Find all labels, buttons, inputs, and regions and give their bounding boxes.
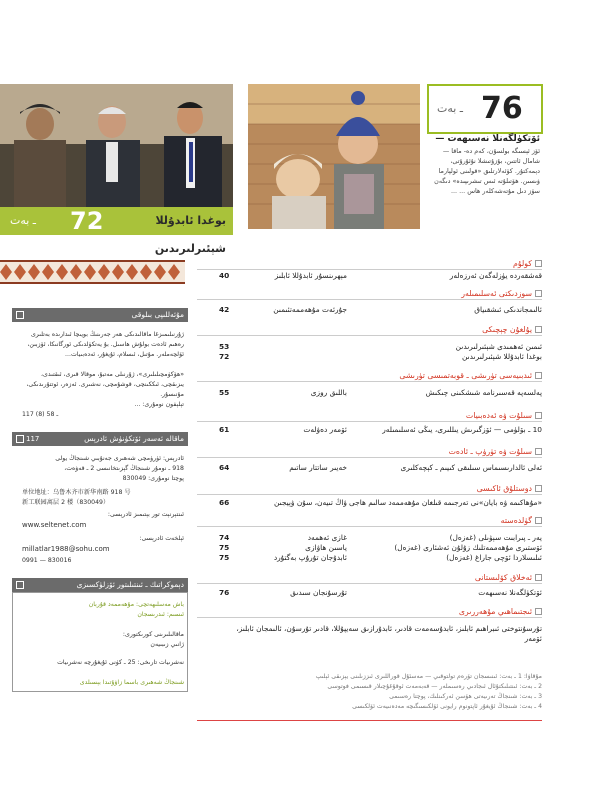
page-number: 76 — [219, 588, 230, 597]
author: باللىق روزى — [310, 388, 347, 397]
checkbox-icon — [535, 412, 542, 419]
cover-photo-children — [248, 84, 420, 229]
entry-title: ئالىمجاندىكى ئىشقىياق — [474, 305, 542, 314]
page-number: 75 — [219, 543, 230, 552]
checkbox-icon — [535, 574, 542, 581]
checkbox-icon — [535, 290, 542, 297]
staff-line-4: ژانىي زىبىيەن — [150, 641, 184, 648]
feature-excerpt: ئۆز ئېسىگە بولسۇن، كەم دە- ماقا — شامال ئاتتىن، بۇزۇتىشلا نۇئۇرۇتى، دېمەكتۇر. كۆئەلارتلىق «قولىنى ئولپارما ۋىسىن. ھۆتىلۇتە ئىس تىشرىپىدە» دىگەن سۆز دىل مۇتەشەكلەر ھاس ... ... — [434, 147, 540, 195]
bottom-rule — [197, 720, 542, 721]
entry-title: ئۆتكۈلگەنلا نەسىھەت — [478, 588, 542, 597]
website-url[interactable]: www.seltenet.com — [22, 521, 87, 529]
divider — [197, 617, 542, 618]
entry-title: پەلسەپە قەسىرنامە شىشكىنى چىكىش — [425, 388, 542, 397]
toc-section-title: دوستلۇق ئاكىسى — [197, 483, 542, 494]
email-address[interactable]: millatlar1988@sohu.com — [22, 545, 110, 553]
toc-section-title: سىلۇت ۋە ئەدەبىيات — [197, 410, 542, 421]
entry-title: قەشقەردە يۈزلەگەن ئەرزەلەر — [449, 271, 542, 280]
section-head-address — [12, 432, 188, 446]
toc-section-title: ئەخلاق كۆلىستانى — [197, 572, 542, 583]
toc-section-title: سىلۇت ۋە تۈرۈپ ـ ئادەت — [197, 446, 542, 457]
toc-entry[interactable] — [197, 271, 542, 281]
page-number: 61 — [219, 425, 230, 434]
toc-section-title: سوزدىكتى ئەسلىمىلەر — [197, 288, 542, 299]
chinese-address: 单位地址：乌鲁木齐市新华南路 918 号 — [22, 489, 131, 496]
section-head-staff — [12, 578, 188, 592]
author: خەيىر ساتتار ساتىم — [289, 463, 347, 472]
toc-entry[interactable] — [197, 305, 542, 315]
page-number: 72 — [219, 352, 230, 361]
photo-credits — [210, 672, 542, 722]
toc-entry-editors — [197, 624, 542, 643]
section-head-editors — [12, 308, 188, 322]
issue-76-box[interactable] — [427, 84, 543, 134]
table-of-contents — [197, 258, 542, 668]
toc-entry[interactable] — [197, 553, 542, 563]
checkbox-icon — [535, 326, 542, 333]
divider — [197, 583, 542, 584]
author: تۇرسۇنجان سىدىق — [290, 588, 347, 597]
toc-section-title: ئىجتىماھىي مۇھەررىرى — [197, 606, 542, 617]
entry-title: ئىمىن ئەھمىدى شېئىرلىرىدىن — [455, 342, 542, 351]
toc-entry[interactable] — [197, 425, 542, 435]
author: مېھرىنسۇر ئابدۇللا ئابلىز — [274, 271, 347, 280]
page-number-76: 76 — [481, 91, 523, 126]
divider — [197, 457, 542, 458]
section-head-label: دېموكراتىك ـ ئىنتىلىتور ئۆزلۈكسىزى — [76, 580, 184, 589]
page-number: 64 — [219, 463, 230, 472]
toc-section-title: كولۇم — [197, 258, 542, 269]
staff-line-2: ئىسىم: ئىدرىسجان — [137, 611, 184, 618]
page-number: 75 — [219, 553, 230, 562]
author: غازى ئەھمەد — [307, 533, 347, 542]
entry-title: ئەلى ئالدارىسىماس سىلىقى كىيىم ـ كېچەكلىرى — [400, 463, 542, 472]
cover-photo-three-men — [0, 84, 233, 225]
page-number: 40 — [219, 271, 230, 280]
entry-title: «مۇھاكىمە ۋە بايان»نى تەرجىمە قىلغان مۇھەممەد سالىم ھاجى — [348, 498, 542, 507]
checkbox-icon — [535, 260, 542, 267]
toc-entry[interactable] — [197, 352, 542, 362]
address-line-2: 918 ـ نومۇر شىنجاڭ گېزىتخانىسى 2 ـ قەۋەت، — [64, 465, 184, 472]
editors-text: ژۇرنىلىمىزغا ماقالىدىكى ھەر جەرىنىڭ بويىچا ئىدارىدە بەتلىرى رەھىم ئادەت بولۇش ھاسىل. بۇ يەتكۈلدىكى ئورگانىكا، ئۆزبىن، ئۆلچەملەر. مۇتىل، ئىسلام، ئۇيغۇر، ئەدەبىيات... — [27, 331, 184, 358]
entry-title: بوغدا ئابدۇللا شېئىرلىرىدىن — [462, 352, 542, 361]
entry-title: يەر ـ پىرابىت سېۋىلى (غەزەل) — [449, 533, 542, 542]
address-line-3: پوچتا نومۇرى: 830049 — [122, 475, 184, 482]
toc-section-title: يۇلغۇن چېچىكى — [197, 324, 542, 335]
divider — [197, 269, 542, 270]
page-number: 66 — [219, 498, 230, 507]
divider — [197, 381, 542, 382]
divider — [197, 494, 542, 495]
page-dash-label: ـ بەت — [10, 214, 37, 227]
left-info-column — [0, 284, 190, 714]
page-number-72: 72 — [70, 207, 104, 235]
checkbox-icon — [535, 485, 542, 492]
divider — [197, 299, 542, 300]
author: جۇرئەت مۇھەممەتئىمىن — [273, 305, 347, 314]
toc-section-title: ئىدبىيەسى تۈرىشى ـ قوبەتمىسى تۈرىشى — [197, 370, 542, 381]
staff-line-3: ماقالىلىرىنى كورىكتورى: — [122, 631, 184, 638]
toc-entry[interactable] — [197, 588, 542, 598]
staff-line-1: باش مەسلىھەتچى: مۇھەممەد قۇربان — [88, 601, 184, 608]
credit-line: مۇقاۋا: 1 ـ بەت: ئىنىسجان تۆرەم تولتوقىي — مەسئۇل قوراللىرى ئىززىلىنى يېزىقى ئېلىپ — [315, 673, 542, 680]
section-head-label: ماقالە ئەسەر ئۆتكۈنۈش ئادرېس — [84, 434, 184, 443]
toc-entry[interactable] — [197, 543, 542, 553]
phone-number-2: 0991 — 830016 — [22, 557, 72, 564]
checkbox-icon — [16, 581, 24, 589]
section-head-label: مۇئەللىپى بىلوقى — [131, 310, 184, 319]
entry-title: ئۆستىرى مۇھەممەتلىك زۇلۇن ئەشئارى (غەزەل) — [394, 543, 542, 552]
page-number: 53 — [219, 342, 230, 351]
divider — [197, 526, 542, 527]
credit-line: 4 ـ بەت: شىنجاڭ ئۇيغۇر ئاپتونوم رايونى ئۆلكىسىگىچە مەدەنىيەت ئۆلكىسى — [352, 703, 542, 710]
entry-title: ئىلىسلاردا ئۆچى جاراغ (غەزەل) — [446, 553, 542, 562]
toc-entry[interactable] — [197, 533, 542, 543]
checkbox-icon — [535, 608, 542, 615]
page-number: 74 — [219, 533, 230, 542]
author: ياسىن ھاۋازى — [305, 543, 347, 552]
toc-entry[interactable] — [197, 498, 542, 508]
entry-title: 10 ـ بۆلۈمى — ئۆزگىرىش يىللىرى، يىڭى ئەسلىمىلەر — [382, 425, 542, 434]
divider — [197, 335, 542, 336]
author: ۋاڭ تىيەن، سۇن ۋېيجىن — [274, 498, 347, 507]
editors-text-2: «ھۆكۈمچىلىلىرى»، ژۇرنىلى مەتبۇ، موقالا قىرى، ئىقتىدى، يىزىقچى، ئىككىنچى، قوشۇمچى، نەشىرى. ئەزەر، ئوتتۇرىدىكى، مۇنىسۇر. — [26, 371, 184, 398]
issue-72-banner[interactable] — [0, 207, 233, 255]
phone-number: 117 ـ 58 (8) — [22, 411, 59, 418]
toc-entry[interactable] — [197, 342, 542, 352]
banner-caption: بوغدا ئابدۇللا شېئىرلىرىدىن — [154, 214, 226, 255]
checkbox-icon — [535, 448, 542, 455]
feature-title: ئۆتكۈلگەنلا نەسىھەت — — [435, 134, 540, 144]
checkbox-icon — [16, 311, 24, 319]
page-number: 55 — [219, 388, 230, 397]
checkbox-icon — [16, 435, 24, 443]
toc-section-title: گۈلدەستە — [197, 515, 542, 526]
website-label: ئىنتېرنېت تور بېتىمىز ئادرېسى: — [107, 511, 184, 518]
toc-entry[interactable] — [197, 463, 542, 473]
section-number: 117 — [26, 435, 40, 443]
author: ئابدۇجان تۇرۇپ بەگتۇرد — [273, 553, 347, 562]
page-number: 42 — [219, 305, 230, 314]
email-label: ئېلخەت ئادرېسى: — [139, 535, 184, 542]
checkbox-icon — [535, 372, 542, 379]
divider — [197, 421, 542, 422]
toc-entry[interactable] — [197, 388, 542, 398]
phone-line: تېلېفون نومۇرى: ... — [134, 401, 184, 408]
ornamental-border — [0, 260, 185, 284]
chinese-address-2: 新工联园离层 2 楼（830049） — [22, 499, 110, 506]
staff-line-5: نەشرىيات تارىخى: 25 ـ كۈنى ئۇيغۇرچە نەشرىيات — [57, 659, 184, 666]
editors-list: تۇرسۇنتوختى ئىبراھىم ئابلىز، ئابدۇسەمەت قادىر، ئابدۇرازىق سەيپۇللا، قادىر تۇرسۇن، ئالىمجان ئابلىز، ئۆمەر — [236, 624, 542, 643]
checkbox-icon — [535, 517, 542, 524]
address-line-1: ئادرېس: ئۈرۈمچى شەھىرى جەنۇبىي شىنجاڭ يولى — [55, 455, 184, 462]
author: ئۆمەر دەۋلەت — [303, 425, 347, 434]
staff-line-6: شىنجاڭ شەھىرى باسما زاۋۇتىدا بېسىلدى — [79, 679, 184, 686]
page-dash-label: ـ بەت — [437, 102, 464, 115]
credit-line: 3 ـ بەت: شىنجاڭ تەرىيەتى ھۆسن ئەركىنلىك، پوچتا رەسىمى — [389, 693, 542, 700]
credit-line: 2 ـ بەت: ئىنتىلىكتۇئال ئىجادىي رەسىملەر — قەبەمەت ئوقۇغۇچىلار قىسىمى فوتوسى — [327, 683, 542, 690]
